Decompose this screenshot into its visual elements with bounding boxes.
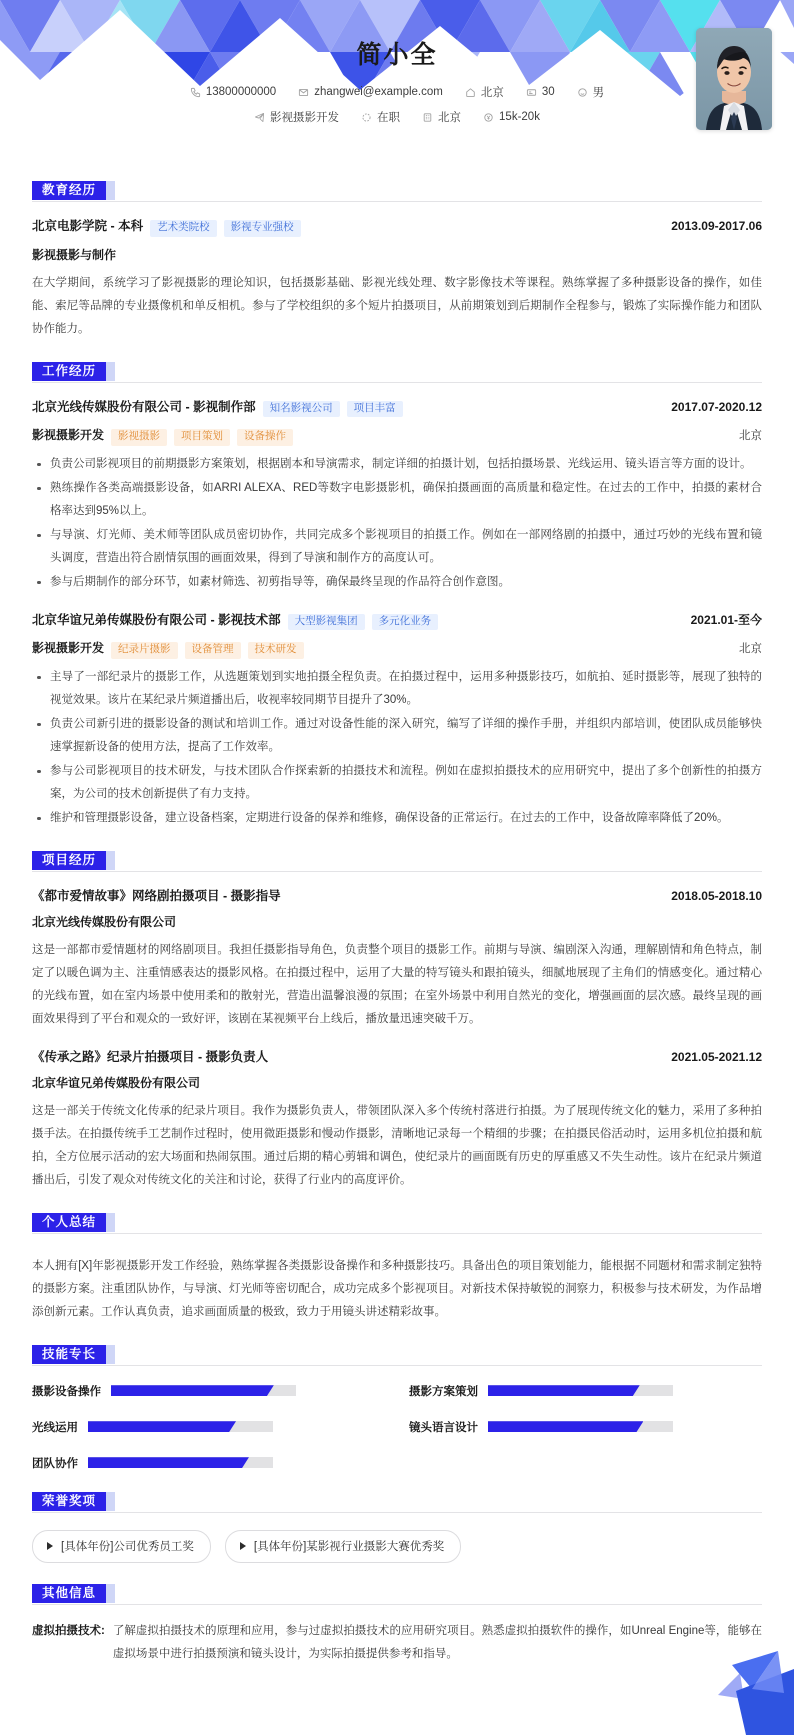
award-label: [具体年份]某影视行业摄影大赛优秀奖: [253, 1540, 445, 1553]
contact-age: [526, 86, 555, 98]
job-status-value: 在职: [377, 112, 401, 124]
section-header: [32, 1493, 762, 1513]
section-accent-block: [106, 362, 115, 381]
company-tag: 大型影视集团: [288, 614, 365, 631]
skill-label: 光线运用: [32, 1421, 78, 1434]
mail-icon: [298, 87, 309, 98]
section-other: [32, 1585, 762, 1666]
work-bullet-list: [32, 666, 762, 830]
skill-progress-fill: [488, 1385, 640, 1396]
entry-top-row: [32, 886, 762, 904]
job-skill-tag: 技术研发: [248, 642, 304, 659]
skill-progress-fill: [111, 1385, 274, 1396]
job-intent-value: 影视摄影开发: [270, 112, 340, 124]
id-card-icon: [526, 87, 537, 98]
project-date: 2021.05-2021.12: [671, 1049, 762, 1064]
job-skill-tag: 设备管理: [185, 642, 241, 659]
section-work: [32, 363, 762, 830]
section-education: [32, 182, 762, 341]
skill-progress-fill: [488, 1421, 643, 1432]
work-bullet: 熟练操作各类高端摄影设备，如ARRI ALEXA、RED等数字电影摄影机，确保拍摄画面的高质量和稳定性。在过去的工作中，拍摄的素材合格率达到95%以上。: [32, 477, 762, 523]
project-entry: [32, 1047, 762, 1192]
education-tag: 艺术类院校: [150, 220, 217, 237]
section-header: [32, 1346, 762, 1366]
skills-grid: [32, 1367, 762, 1471]
phone-icon: [190, 87, 201, 98]
section-body: [32, 1235, 762, 1324]
status-icon: [361, 112, 372, 123]
entry-top-row: [32, 397, 762, 418]
entry-top-row: [32, 610, 762, 631]
skill-progress-track: [488, 1385, 673, 1396]
contact-gender-value: 男: [592, 87, 605, 99]
job-status: [361, 109, 400, 125]
work-bullet: 主导了一部纪录片的摄影工作，从选题策划到实地拍摄全程负责。在拍摄过程中，运用多种摄影技巧，如航拍、延时摄影等，展现了独特的视觉效果。该片在某纪录片频道播出后，收视率较同期节目提升了30%。: [32, 666, 762, 712]
skill-row: [32, 1419, 385, 1435]
work-bullet: 与导演、灯光师、美术师等团队成员密切协作，共同完成多个影视项目的拍摄工作。例如在一部网络剧的拍摄中，通过巧妙的光线布置和镜头调度，营造出符合剧情氛围的画面效果，得到了导演和制作方的高度认可。: [32, 524, 762, 570]
job-city: [422, 109, 461, 125]
gender-icon: [577, 87, 588, 98]
school-name: 北京电影学院 - 本科: [32, 219, 144, 233]
skill-progress-track: [88, 1457, 273, 1468]
work-entry: [32, 610, 762, 830]
section-accent-block: [106, 1492, 115, 1511]
award-label: [具体年份]公司优秀员工奖: [61, 1540, 194, 1553]
job-intent: [254, 109, 339, 125]
job-city-value: 北京: [438, 112, 462, 124]
job-position: 影视摄影开发: [32, 428, 105, 443]
job-location: 北京: [739, 430, 762, 443]
job-location: 北京: [739, 643, 762, 656]
project-description: 这是一部关于传统文化传承的纪录片项目。我作为摄影负责人，带领团队深入多个传统村落进行拍摄。为了展现传统文化的魅力，采用了多种拍摄手法。在拍摄传统手工艺制作过程时，使用微距摄影和慢动作摄影，清晰地记录每一个精细的步骤；在拍摄民俗活动时，运用多机位拍摄和航拍，全方位展示活动的宏大场面和热闹氛围。通过后期的精心剪辑和调色，使纪录片的画面既有历史的厚重感又不失生动性。该片在纪录片频道播出后，引发了观众对传统文化的关注和讨论，获得了行业内的高度评价。: [32, 1104, 762, 1186]
education-description: 在大学期间，系统学习了影视摄影的理论知识，包括摄影基础、影视光线处理、数字影像技术等课程。熟练掌握了多种摄影设备的操作，如佳能、索尼等品牌的专业摄像机和单反相机。参与了学校组织的多个短片拍摄项目，从前期策划到后期制作全程参与，锻炼了实际操作能力和团队协作能力。: [32, 276, 762, 335]
contact-age-value: 30: [541, 86, 555, 98]
work-date: 2017.07-2020.12: [671, 399, 762, 414]
page-title: 简小全: [356, 41, 438, 69]
building-icon: [422, 112, 433, 123]
skill-label: 团队协作: [32, 1457, 78, 1470]
section-body: [32, 203, 762, 341]
section-title-education: 教育经历: [32, 181, 106, 200]
section-header: [32, 363, 762, 383]
bottom-spacer: [32, 1666, 762, 1710]
skill-progress-track: [88, 1421, 273, 1432]
contact-line-2: [0, 109, 794, 125]
job-skill-tag: 影视摄影: [111, 429, 167, 446]
education-major: 影视摄影与制作: [32, 247, 117, 262]
section-accent-block: [106, 181, 115, 200]
skill-progress-fill: [88, 1421, 236, 1432]
avatar: [696, 28, 772, 130]
section-accent-block: [106, 1213, 115, 1232]
job-skill-tag: 纪录片摄影: [111, 642, 178, 659]
company-tag: 项目丰富: [347, 401, 403, 418]
section-title-work: 工作经历: [32, 362, 106, 381]
play-triangle-icon: [47, 1542, 53, 1550]
work-bullet: 负责公司影视项目的前期摄影方案策划，根据剧本和导演需求，制定详细的拍摄计划，包括拍摄场景、光线运用、镜头语言等方面的设计。: [32, 453, 762, 476]
section-title-summary: 个人总结: [32, 1213, 106, 1232]
skill-row: [409, 1419, 762, 1435]
contact-phone-value: 13800000000: [205, 86, 277, 98]
entry-sub-row: [32, 639, 762, 659]
skill-progress-track: [488, 1421, 673, 1432]
section-title-other: 其他信息: [32, 1584, 106, 1603]
skill-row: [32, 1383, 385, 1399]
work-bullet: 参与后期制作的部分环节，如素材筛选、初剪指导等，确保最终呈现的作品符合创作意图。: [32, 571, 762, 594]
job-skill-tag: 设备操作: [237, 429, 293, 446]
contact-city: [465, 84, 504, 100]
education-tag: 影视专业强校: [224, 220, 301, 237]
contact-email: [298, 86, 443, 98]
money-icon: [483, 112, 494, 123]
skill-row: [409, 1383, 762, 1399]
play-triangle-icon: [240, 1542, 246, 1550]
work-bullet: 负责公司新引进的摄影设备的测试和培训工作。通过对设备性能的深入研究，编写了详细的操作手册，并组织内部培训，使团队成员能够快速掌握新设备的使用方法，提高了工作效率。: [32, 713, 762, 759]
expected-salary-value: 15k-20k: [499, 111, 540, 123]
section-awards: [32, 1493, 762, 1563]
job-skill-tag: 项目策划: [174, 429, 230, 446]
company-name: 北京光线传媒股份有限公司 - 影视制作部: [32, 399, 256, 414]
section-header: [32, 182, 762, 202]
entry-top-row: [32, 216, 762, 237]
project-company: 北京光线传媒股份有限公司: [32, 914, 177, 929]
company-tag: 多元化业务: [372, 614, 439, 631]
award-badge: [225, 1530, 461, 1563]
section-title-awards: 荣誉奖项: [32, 1492, 106, 1511]
project-date: 2018.05-2018.10: [671, 888, 762, 903]
other-info-item: [32, 1606, 762, 1666]
skill-label: 摄影方案策划: [409, 1385, 478, 1398]
send-icon: [254, 112, 265, 123]
work-bullet: 参与公司影视项目的技术研发，与技术团队合作探索新的拍摄技术和流程。例如在虚拟拍摄技术的应用研究中，提出了多个创新性的拍摄方案，为公司的技术创新提供了有力支持。: [32, 760, 762, 806]
job-position: 影视摄影开发: [32, 641, 105, 656]
entry-sub-row: [32, 426, 762, 446]
section-header: [32, 852, 762, 872]
other-info-key: 虚拟拍摄技术:: [32, 1624, 105, 1637]
avatar-photo: [696, 28, 772, 130]
section-accent-block: [106, 1345, 115, 1364]
skill-progress-track: [111, 1385, 296, 1396]
education-date: 2013.09-2017.06: [671, 219, 762, 233]
project-company: 北京华谊兄弟传媒股份有限公司: [32, 1075, 201, 1090]
skill-label: 镜头语言设计: [409, 1421, 478, 1434]
project-entry: [32, 886, 762, 1031]
awards-list: [32, 1514, 762, 1563]
company-name: 北京华谊兄弟传媒股份有限公司 - 影视技术部: [32, 612, 281, 627]
section-header: [32, 1214, 762, 1234]
company-tag: 知名影视公司: [263, 401, 340, 418]
contact-email-value: zhangwei@example.com: [314, 86, 443, 98]
home-icon: [465, 87, 476, 98]
work-bullet: 维护和管理摄影设备，建立设备档案，定期进行设备的保养和维修，确保设备的正常运行。在过去的工作中，设备故障率降低了20%。: [32, 807, 762, 830]
section-summary: [32, 1214, 762, 1324]
resume-header: [0, 0, 794, 160]
project-title: 《都市爱情故事》网络剧拍摄项目 - 摄影指导: [32, 888, 281, 903]
entry-sub-row: [32, 246, 762, 263]
section-accent-block: [106, 851, 115, 870]
section-body: [32, 384, 762, 830]
section-accent-block: [106, 1584, 115, 1603]
section-projects: [32, 852, 762, 1192]
project-title: 《传承之路》纪录片拍摄项目 - 摄影负责人: [32, 1049, 269, 1064]
work-bullet-list: [32, 453, 762, 594]
skill-label: 摄影设备操作: [32, 1385, 101, 1398]
skill-row: [32, 1455, 385, 1471]
contact-phone: [190, 86, 276, 98]
section-skills: [32, 1346, 762, 1471]
project-description: 这是一部都市爱情题材的网络剧项目。我担任摄影指导角色，负责整个项目的摄影工作。前期与导演、编剧深入沟通，理解剧情和角色特点，制定了以暖色调为主、注重情感表达的摄影风格。在拍摄过程中，运用了大量的特写镜头和跟拍镜头，细腻地展现了主角们的情感变化。通过精心的光线布置，如在室内场景中使用柔和的散射光，营造出温馨浪漫的氛围；在室外场景中利用自然光的变化，增强画面的层次感。最终呈现的画面效果得到了平台和观众的一致好评，该剧在某视频平台上线后，播放量迅速突破千万。: [32, 943, 762, 1025]
section-body: [32, 873, 762, 1192]
other-info-value: 了解虚拟拍摄技术的原理和应用，参与过虚拟拍摄技术的应用研究项目。熟悉虚拟拍摄软件的操作，如Unreal Engine等，能够在虚拟场景中进行拍摄预演和镜头设计，为实际拍摄提供参考和指导。: [112, 1624, 762, 1660]
section-title-projects: 项目经历: [32, 851, 106, 870]
work-date: 2021.01-至今: [690, 612, 762, 627]
entry-top-row: [32, 1047, 762, 1065]
contact-gender: [577, 84, 605, 100]
contact-city-value: 北京: [480, 87, 504, 99]
summary-text: 本人拥有[X]年影视摄影开发工作经验，熟练掌握各类摄影设备操作和多种摄影技巧。具备出色的项目策划能力，能根据不同题材和需求制定独特的摄影方案。注重团队协作，与导演、灯光师等密切配合，成功完成多个影视项目。对新技术保持敏锐的洞察力，积极参与技术研发，为作品增添创新元素。工作认真负责，追求画面质量的极致，致力于用镜头讲述精彩故事。: [32, 1259, 762, 1318]
contact-line-1: [0, 84, 794, 100]
award-badge: [32, 1530, 211, 1563]
work-entry: [32, 397, 762, 594]
skill-progress-fill: [88, 1457, 249, 1468]
expected-salary: [483, 111, 540, 123]
education-entry: [32, 216, 762, 341]
section-title-skills: 技能专长: [32, 1345, 106, 1364]
section-header: [32, 1585, 762, 1605]
